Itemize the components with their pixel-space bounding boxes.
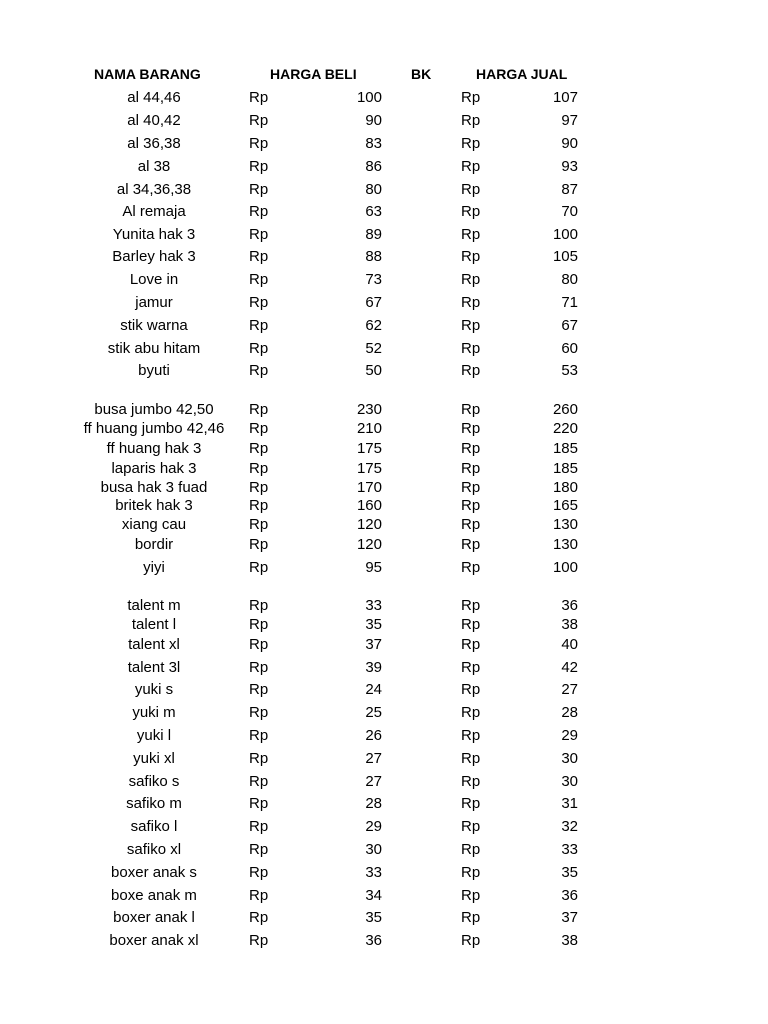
- harga-jual-value: 32: [561, 818, 578, 835]
- harga-jual-value: 27: [561, 681, 578, 698]
- currency-label: Rp: [249, 497, 269, 514]
- harga-jual-value: 38: [561, 616, 578, 633]
- currency-label: Rp: [461, 597, 481, 614]
- harga-beli-value: 89: [365, 226, 382, 243]
- harga-beli-value: 86: [365, 158, 382, 175]
- item-name: yiyi: [143, 559, 165, 576]
- currency-label: Rp: [249, 135, 269, 152]
- currency-label: Rp: [461, 460, 481, 477]
- currency-label: Rp: [249, 440, 269, 457]
- currency-label: Rp: [461, 135, 481, 152]
- table-row: [0, 316, 768, 336]
- currency-label: Rp: [249, 659, 269, 676]
- table-row: [0, 134, 768, 154]
- harga-jual-value: 36: [561, 887, 578, 904]
- currency-label: Rp: [461, 795, 481, 812]
- item-name: Yunita hak 3: [112, 226, 196, 243]
- currency-label: Rp: [461, 864, 481, 881]
- currency-label: Rp: [461, 479, 481, 496]
- item-name: al 38: [137, 158, 171, 175]
- table-row: [0, 478, 768, 498]
- header-harga-jual: HARGA JUAL: [476, 66, 568, 82]
- harga-jual-value: 220: [552, 420, 578, 437]
- harga-beli-value: 35: [365, 616, 382, 633]
- currency-label: Rp: [461, 420, 481, 437]
- currency-label: Rp: [249, 536, 269, 553]
- currency-label: Rp: [461, 294, 481, 311]
- currency-label: Rp: [249, 181, 269, 198]
- currency-label: Rp: [461, 89, 481, 106]
- currency-label: Rp: [461, 362, 481, 379]
- currency-label: Rp: [249, 516, 269, 533]
- currency-label: Rp: [461, 516, 481, 533]
- harga-jual-value: 71: [561, 294, 578, 311]
- harga-jual-value: 36: [561, 597, 578, 614]
- harga-beli-value: 95: [365, 559, 382, 576]
- harga-jual-value: 105: [552, 248, 578, 265]
- table-row: [0, 658, 768, 678]
- currency-label: Rp: [249, 271, 269, 288]
- currency-label: Rp: [461, 659, 481, 676]
- harga-beli-value: 34: [365, 887, 382, 904]
- harga-jual-value: 38: [561, 932, 578, 949]
- harga-jual-value: 67: [561, 317, 578, 334]
- currency-label: Rp: [249, 420, 269, 437]
- currency-label: Rp: [461, 440, 481, 457]
- item-name: safiko xl: [126, 841, 182, 858]
- currency-label: Rp: [461, 616, 481, 633]
- item-name: yuki m: [132, 704, 176, 721]
- currency-label: Rp: [249, 294, 269, 311]
- currency-label: Rp: [461, 681, 481, 698]
- currency-label: Rp: [249, 636, 269, 653]
- item-name: britek hak 3: [115, 497, 193, 514]
- currency-label: Rp: [249, 460, 269, 477]
- item-name: ff huang hak 3: [106, 440, 202, 457]
- table-row: [0, 703, 768, 723]
- item-name: yuki xl: [133, 750, 175, 767]
- item-name: boxer anak l: [113, 909, 195, 926]
- table-row: [0, 615, 768, 635]
- table-row: [0, 88, 768, 108]
- item-name: jamur: [135, 294, 173, 311]
- item-name: busa jumbo 42,50: [94, 401, 214, 418]
- table-row: [0, 726, 768, 746]
- table-row: [0, 886, 768, 906]
- harga-beli-value: 90: [365, 112, 382, 129]
- currency-label: Rp: [461, 841, 481, 858]
- item-name: boxer anak xl: [109, 932, 199, 949]
- currency-label: Rp: [461, 704, 481, 721]
- table-row: [0, 439, 768, 459]
- item-name: Love in: [129, 271, 179, 288]
- item-name: boxer anak s: [111, 864, 197, 881]
- table-row: [0, 270, 768, 290]
- harga-beli-value: 30: [365, 841, 382, 858]
- harga-beli-value: 28: [365, 795, 382, 812]
- harga-beli-value: 27: [365, 750, 382, 767]
- table-row: [0, 863, 768, 883]
- table-row: [0, 596, 768, 616]
- item-name: laparis hak 3: [111, 460, 197, 477]
- currency-label: Rp: [249, 401, 269, 418]
- harga-beli-value: 52: [365, 340, 382, 357]
- harga-beli-value: 230: [356, 401, 382, 418]
- currency-label: Rp: [249, 681, 269, 698]
- item-name: al 40,42: [127, 112, 181, 129]
- harga-jual-value: 107: [552, 89, 578, 106]
- table-row: [0, 157, 768, 177]
- currency-label: Rp: [249, 226, 269, 243]
- harga-beli-value: 170: [356, 479, 382, 496]
- header-bk: BK: [411, 66, 432, 82]
- harga-jual-value: 60: [561, 340, 578, 357]
- table-row: [0, 794, 768, 814]
- currency-label: Rp: [249, 340, 269, 357]
- currency-label: Rp: [249, 795, 269, 812]
- harga-jual-value: 100: [552, 559, 578, 576]
- harga-beli-value: 100: [356, 89, 382, 106]
- currency-label: Rp: [461, 727, 481, 744]
- item-name: al 36,38: [127, 135, 181, 152]
- harga-jual-value: 29: [561, 727, 578, 744]
- harga-beli-value: 37: [365, 636, 382, 653]
- harga-beli-value: 27: [365, 773, 382, 790]
- currency-label: Rp: [461, 773, 481, 790]
- harga-jual-value: 93: [561, 158, 578, 175]
- item-name: safiko l: [130, 818, 178, 835]
- harga-jual-value: 40: [561, 636, 578, 653]
- harga-beli-value: 24: [365, 681, 382, 698]
- currency-label: Rp: [249, 909, 269, 926]
- harga-jual-value: 130: [552, 536, 578, 553]
- table-row: [0, 400, 768, 420]
- item-name: boxe anak m: [111, 887, 197, 904]
- currency-label: Rp: [461, 317, 481, 334]
- harga-beli-value: 39: [365, 659, 382, 676]
- harga-jual-value: 185: [552, 460, 578, 477]
- table-row: [0, 535, 768, 555]
- item-name: xiang cau: [121, 516, 187, 533]
- table-row: [0, 817, 768, 837]
- currency-label: Rp: [461, 636, 481, 653]
- harga-jual-value: 35: [561, 864, 578, 881]
- currency-label: Rp: [249, 864, 269, 881]
- harga-beli-value: 33: [365, 864, 382, 881]
- item-name: stik warna: [120, 317, 188, 334]
- table-row: [0, 749, 768, 769]
- harga-beli-value: 67: [365, 294, 382, 311]
- item-name: safiko s: [128, 773, 180, 790]
- harga-jual-value: 185: [552, 440, 578, 457]
- currency-label: Rp: [249, 89, 269, 106]
- item-name: talent xl: [128, 636, 180, 653]
- table-row: [0, 419, 768, 439]
- harga-beli-value: 88: [365, 248, 382, 265]
- table-row: [0, 840, 768, 860]
- harga-beli-value: 25: [365, 704, 382, 721]
- item-name: talent m: [127, 597, 181, 614]
- item-name: talent 3l: [127, 659, 181, 676]
- currency-label: Rp: [249, 932, 269, 949]
- currency-label: Rp: [249, 597, 269, 614]
- item-name: Al remaja: [122, 203, 186, 220]
- item-name: yuki s: [134, 681, 174, 698]
- harga-jual-value: 31: [561, 795, 578, 812]
- harga-beli-value: 36: [365, 932, 382, 949]
- harga-beli-value: 35: [365, 909, 382, 926]
- currency-label: Rp: [249, 818, 269, 835]
- currency-label: Rp: [461, 181, 481, 198]
- currency-label: Rp: [249, 704, 269, 721]
- harga-jual-value: 30: [561, 750, 578, 767]
- currency-label: Rp: [461, 497, 481, 514]
- table-row: [0, 361, 768, 381]
- currency-label: Rp: [461, 340, 481, 357]
- table-row: [0, 680, 768, 700]
- table-row: [0, 339, 768, 359]
- currency-label: Rp: [461, 401, 481, 418]
- harga-beli-value: 83: [365, 135, 382, 152]
- table-row: [0, 931, 768, 951]
- harga-jual-value: 37: [561, 909, 578, 926]
- currency-label: Rp: [249, 317, 269, 334]
- item-name: Barley hak 3: [112, 248, 196, 265]
- harga-jual-value: 33: [561, 841, 578, 858]
- harga-jual-value: 90: [561, 135, 578, 152]
- currency-label: Rp: [249, 479, 269, 496]
- harga-beli-value: 160: [356, 497, 382, 514]
- harga-beli-value: 210: [356, 420, 382, 437]
- currency-label: Rp: [461, 559, 481, 576]
- harga-jual-value: 180: [552, 479, 578, 496]
- table-row: [0, 225, 768, 245]
- currency-label: Rp: [249, 727, 269, 744]
- harga-beli-value: 63: [365, 203, 382, 220]
- currency-label: Rp: [461, 750, 481, 767]
- currency-label: Rp: [249, 750, 269, 767]
- harga-jual-value: 42: [561, 659, 578, 676]
- currency-label: Rp: [249, 841, 269, 858]
- table-row: [0, 247, 768, 267]
- currency-label: Rp: [461, 112, 481, 129]
- harga-beli-value: 73: [365, 271, 382, 288]
- currency-label: Rp: [461, 271, 481, 288]
- harga-jual-value: 53: [561, 362, 578, 379]
- harga-beli-value: 50: [365, 362, 382, 379]
- harga-beli-value: 80: [365, 181, 382, 198]
- currency-label: Rp: [249, 203, 269, 220]
- table-row: [0, 293, 768, 313]
- item-name: talent l: [131, 616, 177, 633]
- harga-jual-value: 165: [552, 497, 578, 514]
- currency-label: Rp: [249, 112, 269, 129]
- currency-label: Rp: [461, 203, 481, 220]
- harga-beli-value: 62: [365, 317, 382, 334]
- harga-beli-value: 29: [365, 818, 382, 835]
- harga-jual-value: 70: [561, 203, 578, 220]
- item-name: stik abu hitam: [107, 340, 201, 357]
- harga-jual-value: 260: [552, 401, 578, 418]
- table-row: [0, 635, 768, 655]
- harga-jual-value: 87: [561, 181, 578, 198]
- harga-beli-value: 33: [365, 597, 382, 614]
- item-name: busa hak 3 fuad: [100, 479, 208, 496]
- harga-beli-value: 175: [356, 440, 382, 457]
- table-row: [0, 459, 768, 479]
- harga-jual-value: 30: [561, 773, 578, 790]
- table-row: [0, 772, 768, 792]
- currency-label: Rp: [461, 909, 481, 926]
- currency-label: Rp: [461, 536, 481, 553]
- item-name: safiko m: [126, 795, 182, 812]
- table-row: [0, 202, 768, 222]
- item-name: bordir: [134, 536, 174, 553]
- item-name: ff huang jumbo 42,46: [83, 420, 225, 437]
- currency-label: Rp: [249, 887, 269, 904]
- harga-jual-value: 80: [561, 271, 578, 288]
- currency-label: Rp: [461, 248, 481, 265]
- item-name: al 44,46: [127, 89, 181, 106]
- currency-label: Rp: [249, 616, 269, 633]
- currency-label: Rp: [249, 773, 269, 790]
- table-row: [0, 515, 768, 535]
- table-row: [0, 558, 768, 578]
- harga-beli-value: 120: [356, 516, 382, 533]
- currency-label: Rp: [461, 932, 481, 949]
- currency-label: Rp: [249, 362, 269, 379]
- currency-label: Rp: [461, 887, 481, 904]
- currency-label: Rp: [461, 818, 481, 835]
- item-name: yuki l: [136, 727, 172, 744]
- header-nama-barang: NAMA BARANG: [94, 66, 201, 82]
- harga-beli-value: 120: [356, 536, 382, 553]
- table-row: [0, 180, 768, 200]
- currency-label: Rp: [249, 248, 269, 265]
- harga-jual-value: 100: [552, 226, 578, 243]
- harga-jual-value: 28: [561, 704, 578, 721]
- currency-label: Rp: [249, 158, 269, 175]
- currency-label: Rp: [461, 158, 481, 175]
- currency-label: Rp: [461, 226, 481, 243]
- harga-beli-value: 175: [356, 460, 382, 477]
- harga-jual-value: 130: [552, 516, 578, 533]
- header-harga-beli: HARGA BELI: [270, 66, 357, 82]
- item-name: byuti: [138, 362, 170, 379]
- table-row: [0, 908, 768, 928]
- currency-label: Rp: [249, 559, 269, 576]
- table-row: [0, 496, 768, 516]
- table-row: [0, 111, 768, 131]
- harga-beli-value: 26: [365, 727, 382, 744]
- harga-jual-value: 97: [561, 112, 578, 129]
- item-name: al 34,36,38: [116, 181, 192, 198]
